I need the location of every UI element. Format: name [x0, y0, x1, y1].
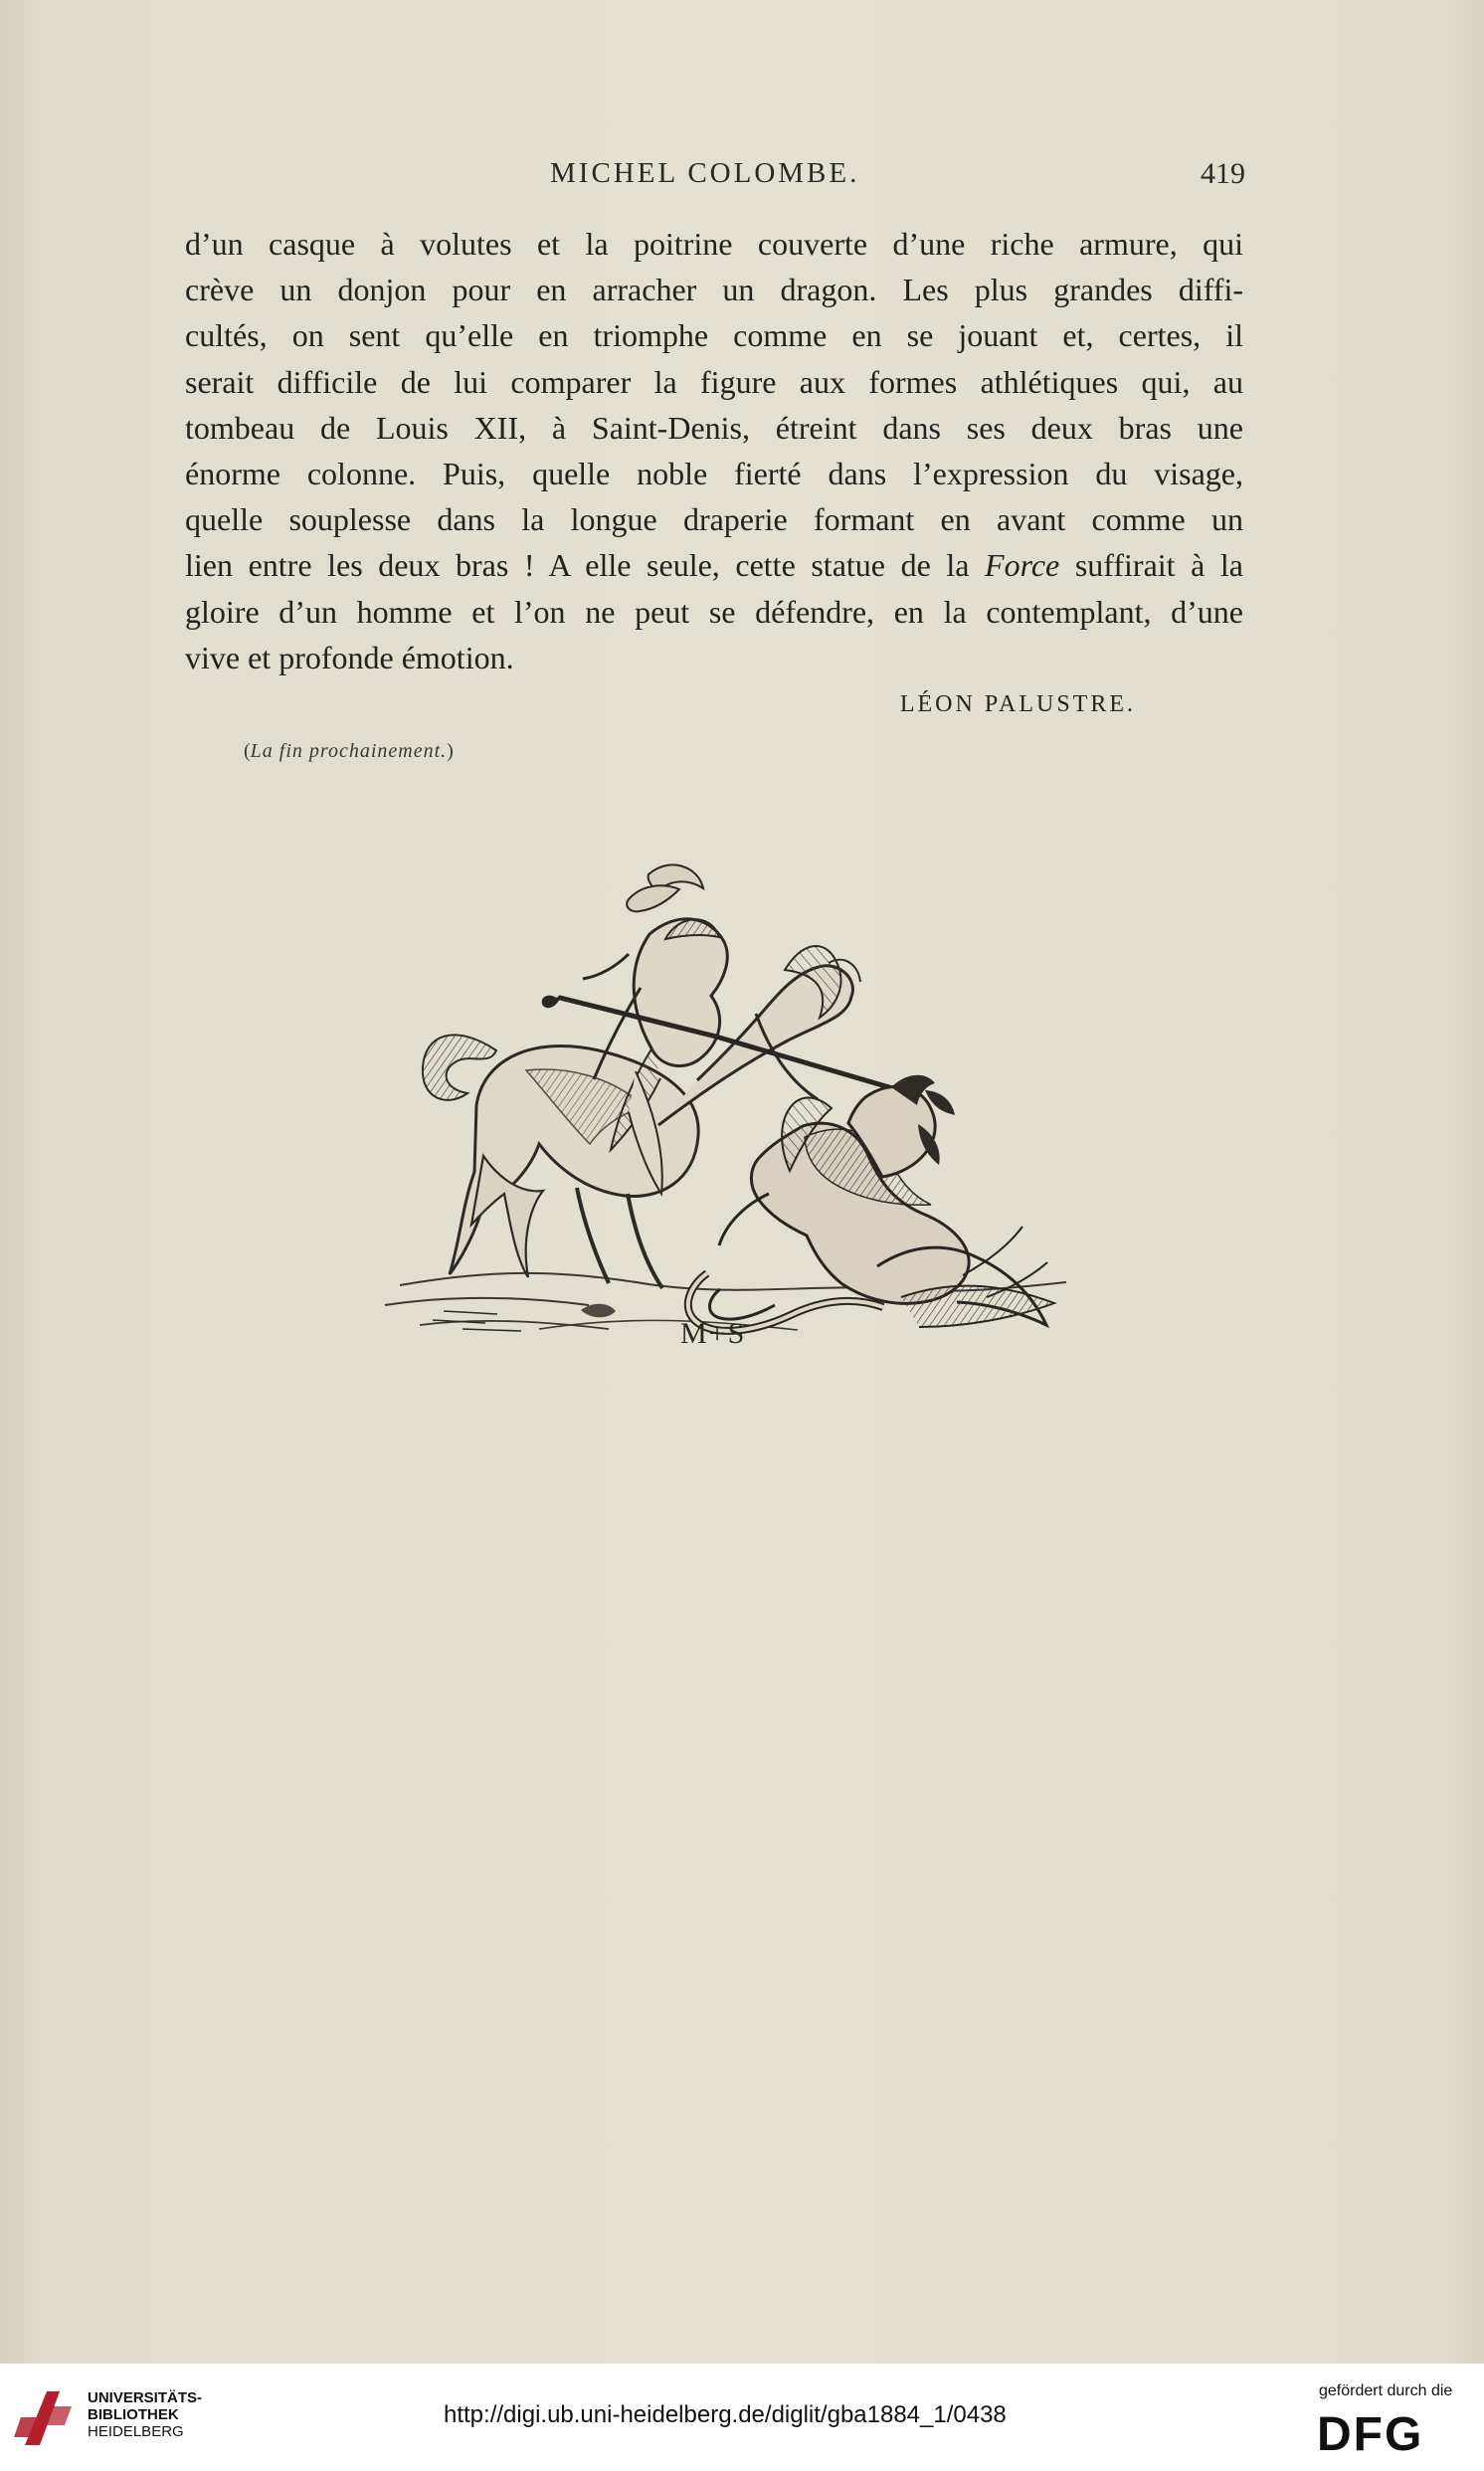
library-name-line-3: HEIDELBERG: [88, 2423, 184, 2440]
text-segment: suffirait à la: [1059, 547, 1244, 584]
library-name-line-2: BIBLIOTHEK: [88, 2406, 179, 2423]
author-signature: LÉON PALUSTRE.: [899, 691, 1136, 717]
body-text: [185, 221, 1243, 680]
dfg-logo-text: DFG: [1317, 2408, 1424, 2456]
library-name: [88, 2389, 306, 2440]
digital-object-url[interactable]: http://digi.ub.uni-heidelberg.de/diglit/gba1884_1/0438: [444, 2401, 1007, 2428]
text-line: cultés, on sent qu’elle en triomphe comme en se jouant et, certes, il: [185, 317, 1243, 354]
continuation-note: [244, 740, 454, 763]
page-number: 419: [1201, 157, 1245, 190]
text-line-with-italic: [185, 542, 1243, 588]
note-italic-text: La fin prochainement.: [250, 740, 448, 762]
text-line: crève un donjon pour en arracher un dragon. Les plus grandes diffi-: [185, 272, 1243, 308]
saint-george-woodcut-illustration: [380, 861, 1086, 1359]
university-library-logo: [12, 2383, 76, 2453]
note-open-paren: (: [244, 740, 251, 762]
running-title: MICHEL COLOMBE.: [550, 157, 860, 189]
text-line: gloire d’un homme et l’on ne peut se défendre, en la contemplant, d’une: [185, 593, 1243, 630]
text-line: serait difficile de lui comparer la figure aux formes athlétiques qui, au: [185, 363, 1243, 400]
library-name-line-1: UNIVERSITÄTS-: [88, 2389, 203, 2406]
text-line: tombeau de Louis XII, à Saint-Denis, étreint dans ses deux bras une: [185, 409, 1243, 446]
text-line: quelle souplesse dans la longue draperie formant en avant comme un: [185, 501, 1243, 538]
footer-bar: [0, 2364, 1484, 2471]
running-header: [189, 149, 1245, 199]
dfg-logo: [1317, 2408, 1464, 2456]
woodcut-monogram: M+S: [680, 1317, 747, 1350]
text-line: d’un casque à volutes et la poitrine couverte d’une riche armure, qui: [185, 226, 1243, 262]
note-close-paren: ): [447, 740, 454, 762]
text-line: énorme colonne. Puis, quelle noble fierté dans l’expression du visage,: [185, 455, 1243, 491]
sponsor-label: gefördert durch die: [1319, 2382, 1453, 2399]
italic-word: Force: [985, 547, 1060, 584]
text-segment: lien entre les deux bras ! A elle seule, cette statue de la: [185, 547, 986, 584]
text-line: vive et profonde émotion.: [185, 639, 514, 675]
